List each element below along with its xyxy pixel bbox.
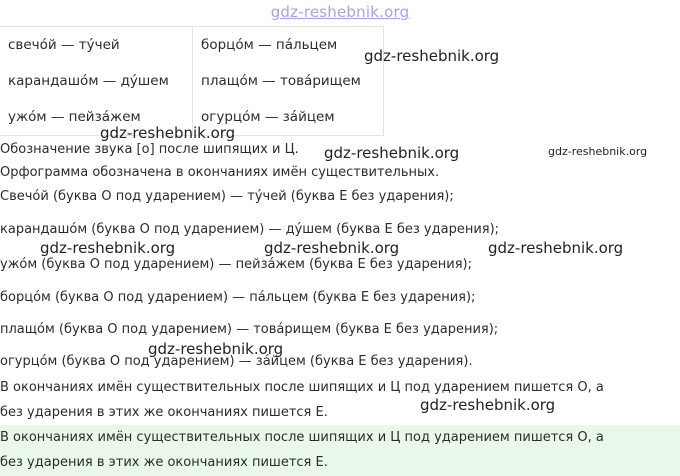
site-header — [0, 0, 680, 24]
answer-line: без ударения в этих же окончаниях пишется Е. — [0, 455, 328, 470]
table-cell: ужо́м — пейза́жем — [8, 109, 141, 125]
explanation-line: Обозначение звука [о] после шипящих и Ц. — [0, 142, 299, 157]
rule-line: В окончаниях имён существительных после шипящих и Ц под ударением пишется О, а — [0, 380, 604, 395]
watermark: gdz-reshebnik.org — [40, 239, 176, 257]
words-table — [0, 26, 384, 136]
pair-line: плащо́м (буква О под ударением) — това́рищем (буква Е без ударения); — [0, 322, 499, 337]
watermark: gdz-reshebnik.org — [100, 124, 236, 142]
watermark: gdz-reshebnik.org — [264, 239, 400, 257]
answer-line: В окончаниях имён существительных после шипящих и Ц под ударением пишется О, а — [0, 430, 604, 445]
table-column-left — [0, 27, 191, 135]
answer-box — [0, 425, 680, 476]
table-cell: борцо́м — па́льцем — [201, 37, 338, 53]
explanation-line: Орфограмма обозначена в окончаниях имён существительных. — [0, 165, 440, 180]
table-cell: плащо́м — това́рищем — [201, 73, 361, 89]
pair-line: огурцо́м (буква О под ударением) — за́йцем (буква Е без ударения). — [0, 354, 473, 369]
watermark: gdz-reshebnik.org — [364, 47, 500, 65]
watermark: gdz-reshebnik.org — [148, 340, 284, 358]
pair-line: карандашо́м (буква О под ударением) — ду́шем (буква Е без ударения); — [0, 222, 500, 237]
table-cell: свечо́й — ту́чей — [8, 37, 120, 53]
rule-line: без ударения в этих же окончаниях пишется Е. — [0, 405, 328, 420]
pair-line: Свечо́й (буква О под ударением) — ту́чей (буква Е без ударения); — [0, 189, 454, 204]
table-cell: огурцо́м — за́йцем — [201, 109, 335, 125]
pair-line: ужо́м (буква О под ударением) — пейза́жем (буква Е без ударения); — [0, 257, 473, 272]
table-column-right — [192, 27, 384, 135]
watermark: gdz-reshebnik.org — [488, 239, 624, 257]
table-cell: карандашо́м — ду́шем — [8, 73, 169, 89]
site-link[interactable]: gdz-reshebnik.org — [270, 3, 410, 21]
watermark: gdz-reshebnik.org — [324, 144, 460, 162]
pair-line: борцо́м (буква О под ударением) — па́льцем (буква Е без ударения); — [0, 290, 476, 305]
watermark: gdz-reshebnik.org — [548, 145, 648, 158]
watermark: gdz-reshebnik.org — [420, 396, 556, 414]
